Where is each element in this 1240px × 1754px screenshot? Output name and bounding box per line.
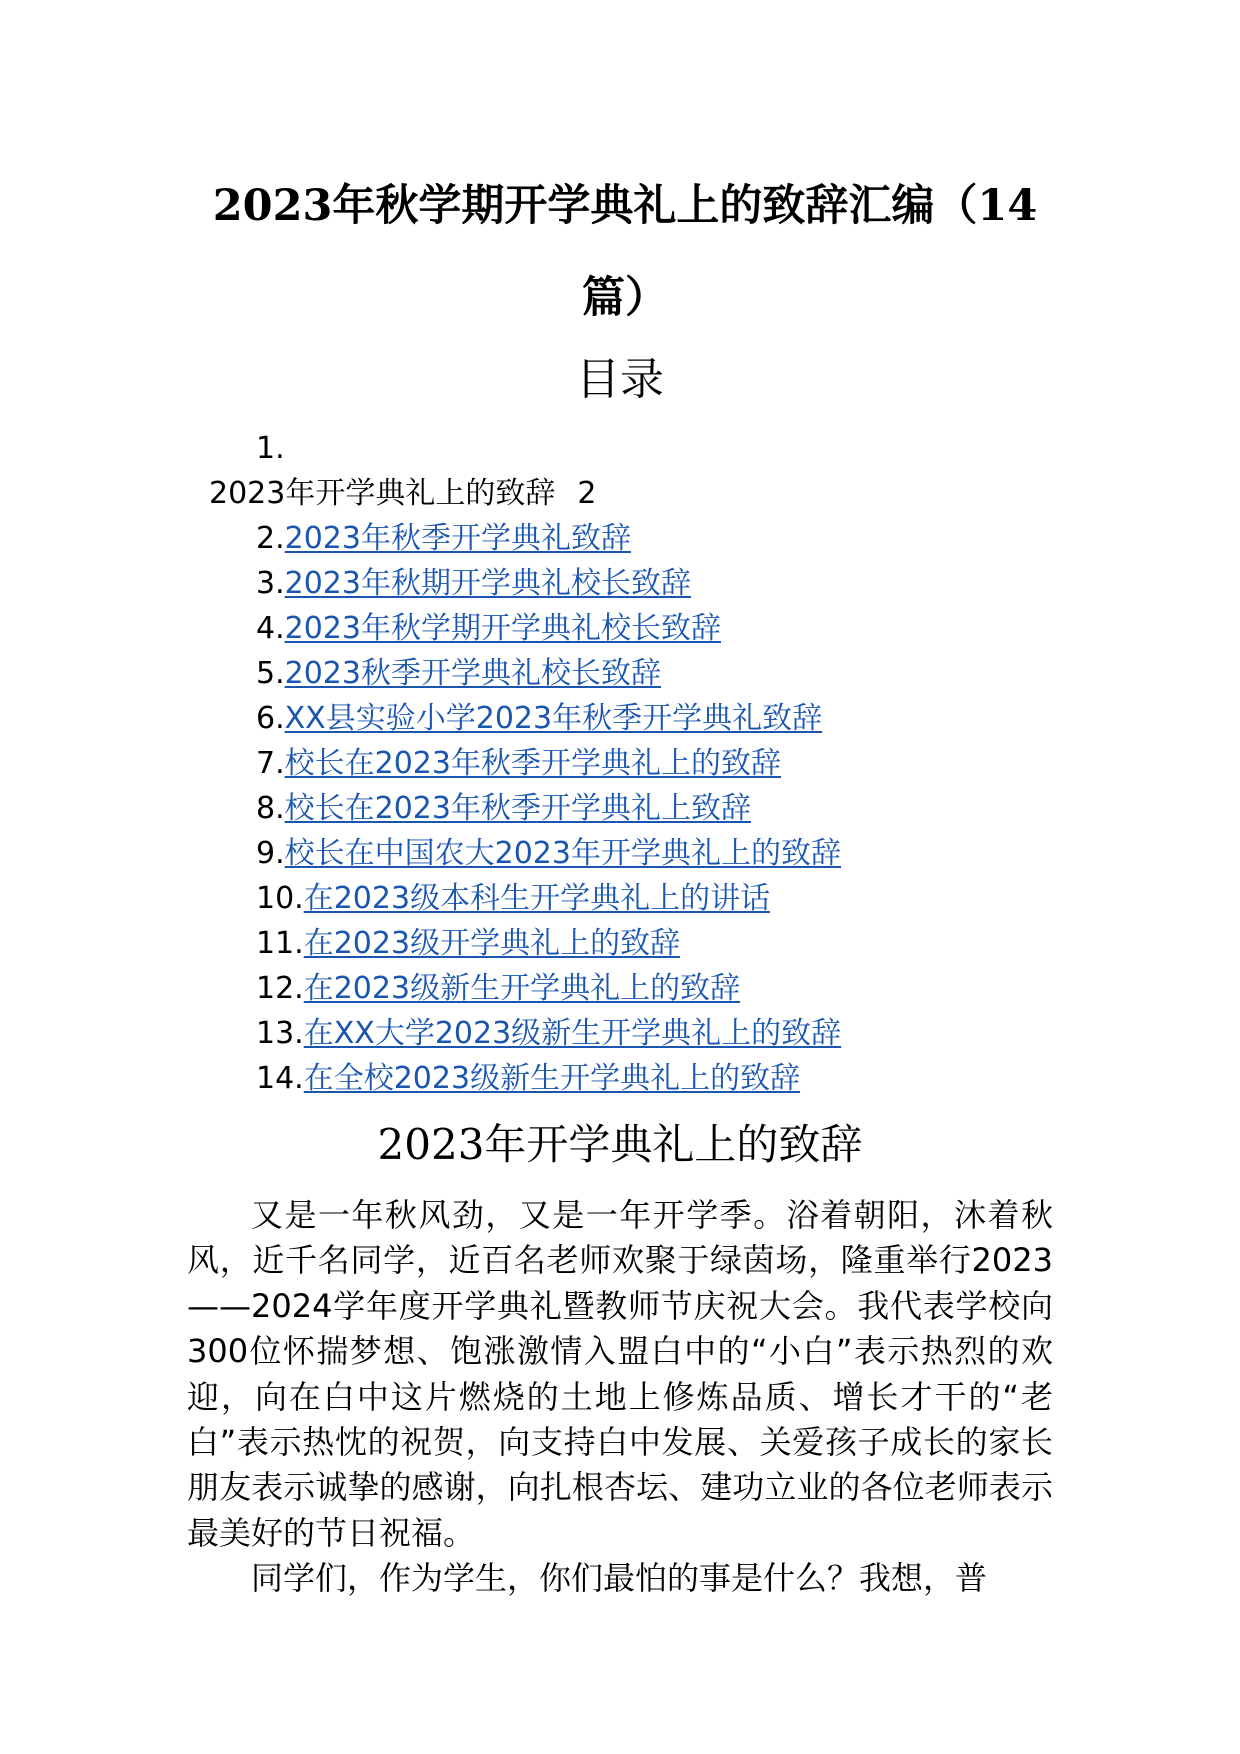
toc-item-number: 13. — [256, 1016, 304, 1051]
toc-item-10[interactable] — [256, 876, 770, 921]
toc-item-number: 4. — [256, 611, 285, 646]
toc-item-number: 7. — [256, 746, 285, 781]
section-title: 2023年开学典礼上的致辞 — [377, 1120, 863, 1169]
toc-link[interactable]: 校长在中国农大2023年开学典礼上的致辞 — [284, 836, 841, 871]
toc-item-number: 5. — [256, 656, 285, 691]
toc-item-9[interactable] — [256, 831, 841, 876]
toc-item-5[interactable] — [256, 651, 661, 696]
toc-link[interactable]: 校长在2023年秋季开学典礼上的致辞 — [284, 746, 781, 781]
toc-link[interactable]: 在2023级新生开学典礼上的致辞 — [303, 971, 741, 1006]
toc-item-3[interactable] — [256, 561, 691, 606]
toc-item-8[interactable] — [256, 786, 751, 831]
toc-item-6[interactable] — [256, 696, 822, 741]
body-paragraph: 同学们，作为学生，你们最怕的事是什么？我想，普 — [251, 1559, 988, 1597]
toc-item-7[interactable] — [256, 741, 781, 786]
toc-item-11[interactable] — [256, 921, 680, 966]
toc-item-1-label: 2023年开学典礼上的致辞 — [209, 476, 556, 511]
toc-link[interactable]: XX县实验小学2023年秋季开学典礼致辞 — [284, 701, 823, 736]
toc-link[interactable]: 在全校2023级新生开学典礼上的致辞 — [303, 1061, 801, 1096]
toc-item-12[interactable] — [256, 966, 740, 1011]
toc-item-number: 2. — [256, 521, 285, 556]
toc-heading: 目录 — [576, 354, 664, 405]
toc-item-14[interactable] — [256, 1056, 800, 1101]
toc-item-2[interactable] — [256, 516, 631, 561]
toc-item-13[interactable] — [256, 1011, 841, 1056]
toc-item-number: 9. — [256, 836, 285, 871]
toc-item-number: 8. — [256, 791, 285, 826]
body-paragraph: 又是一年秋风劲，又是一年开学季。浴着朝阳，沐着秋风，近千名同学，近百名老师欢聚于绿茵场，隆重举行2023——2024学年度开学典礼暨教师节庆祝大会。我代表学校向300位怀揣梦想、饱涨激情入盟白中的“小白”表示热烈的欢迎，向在白中这片燃烧的土地上修炼品质、增长才干的“老白”表示热忱的祝贺，向支持白中发展、关爱孩子成长的家长朋友表示诚挚的感谢，向扎根杏坛、建功立业的各位老师表示最美好的节日祝福。 — [187, 1196, 1053, 1552]
toc-link[interactable]: 2023年秋季开学典礼致辞 — [284, 521, 631, 556]
toc-item-number: 14. — [256, 1061, 304, 1096]
toc-item-1-page: 2 — [577, 476, 597, 511]
document-title: 2023年秋学期开学典礼上的致辞汇编（14篇） — [212, 181, 1038, 323]
toc-link[interactable]: 在2023级开学典礼上的致辞 — [303, 926, 681, 961]
toc-link[interactable]: 2023年秋期开学典礼校长致辞 — [284, 566, 691, 601]
toc-link[interactable]: 2023秋季开学典礼校长致辞 — [284, 656, 661, 691]
toc-item-number: 12. — [256, 971, 304, 1006]
toc-item-1[interactable] — [209, 471, 596, 516]
toc-item-number: 10. — [256, 881, 304, 916]
toc-item-4[interactable] — [256, 606, 721, 651]
toc-item-number: 3. — [256, 566, 285, 601]
toc-link[interactable]: 在2023级本科生开学典礼上的讲话 — [303, 881, 771, 916]
toc-item-number: 6. — [256, 701, 285, 736]
toc-item-number: 11. — [256, 926, 304, 961]
toc-link[interactable]: 校长在2023年秋季开学典礼上致辞 — [284, 791, 751, 826]
toc-link[interactable]: 2023年秋学期开学典礼校长致辞 — [284, 611, 721, 646]
toc-link[interactable]: 在XX大学2023级新生开学典礼上的致辞 — [303, 1016, 842, 1051]
toc-item-1-number: 1. — [256, 431, 285, 466]
